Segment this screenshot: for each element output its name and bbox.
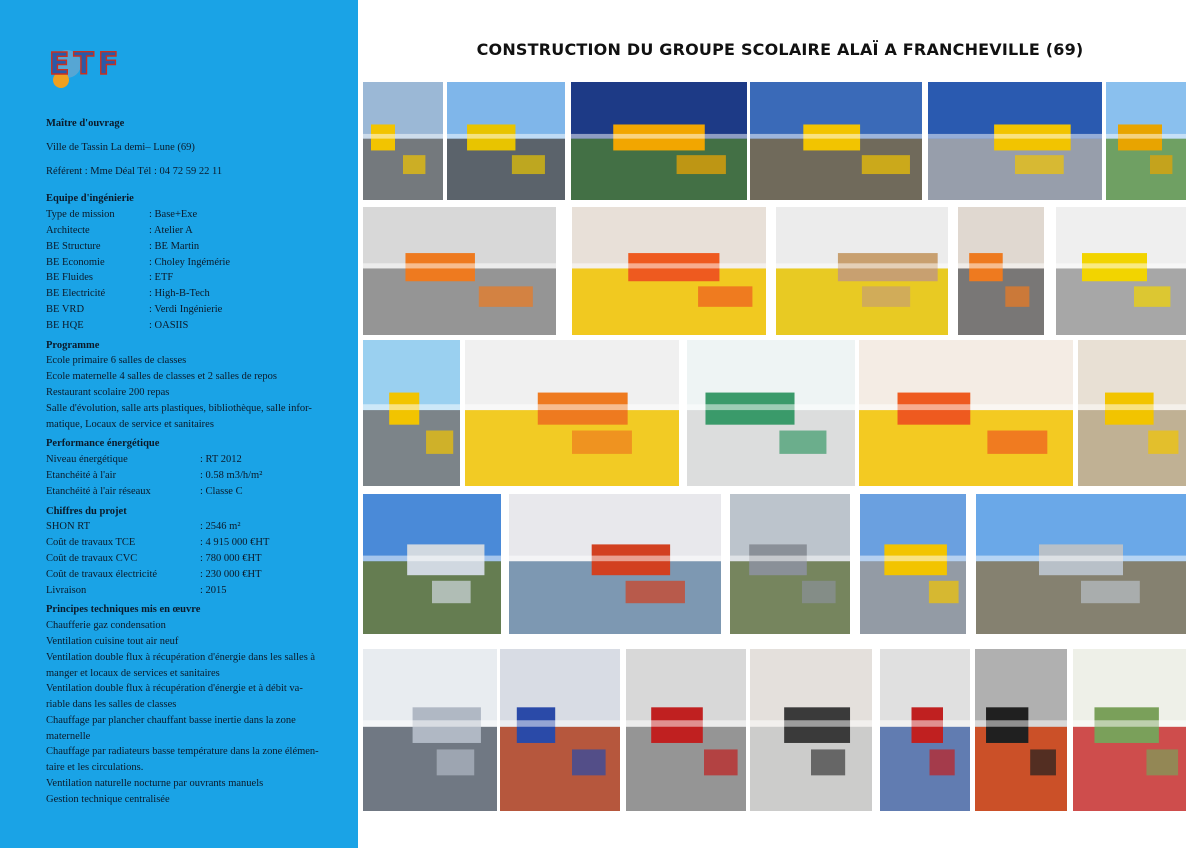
performance-value: : RT 2012 xyxy=(200,454,242,466)
chiffres-heading: Chiffres du projet xyxy=(46,505,127,517)
corridor-interior-icon xyxy=(363,207,556,335)
equipe-table xyxy=(46,207,346,333)
chiffres-value: : 2015 xyxy=(200,584,227,596)
programme-line: Ecole primaire 6 salles de classes xyxy=(46,355,187,367)
courtyard-dusk-icon xyxy=(750,82,922,200)
chiffres-row xyxy=(46,567,346,583)
equipe-row xyxy=(46,255,346,271)
equipe-label: BE Fluides xyxy=(46,272,93,284)
facade-grey-icon xyxy=(730,494,850,634)
programme-line: Restaurant scolaire 200 repas xyxy=(46,386,170,398)
equipe-value: : Atelier A xyxy=(149,224,193,236)
page-title: CONSTRUCTION DU GROUPE SCOLAIRE ALAÏ A FRANCHEVILLE (69) xyxy=(476,40,1084,59)
gym-interior-icon xyxy=(465,340,679,486)
equipe-heading: Equipe d'ingénierie xyxy=(46,193,134,205)
principes-line: Ventilation double flux à récupération d'énergie dans les salles à xyxy=(46,651,316,663)
equipe-label: BE Electricité xyxy=(46,288,106,300)
equipe-value: : ETF xyxy=(149,272,174,284)
chiffres-label: Coût de travaux TCE xyxy=(46,537,136,549)
programme-line: Ecole maternelle 4 salles de classes et 2 salles de repos xyxy=(46,371,277,383)
chiffres-label: Coût de travaux CVC xyxy=(46,552,138,564)
performance-heading: Performance énergétique xyxy=(46,438,160,450)
performance-label: Niveau énergétique xyxy=(46,454,128,466)
equipe-label: BE Economie xyxy=(46,256,105,268)
performance-row xyxy=(46,452,346,468)
equipe-value: : Choley Ingémérie xyxy=(149,256,231,268)
equipe-label: Architecte xyxy=(46,224,90,236)
equipe-label: BE HQE xyxy=(46,319,84,331)
boiler-room-icon xyxy=(500,649,620,811)
performance-row xyxy=(46,484,346,500)
principes-line: Chauffage par radiateurs basse température dans la zone élémen- xyxy=(46,746,319,758)
chiffres-row xyxy=(46,519,346,535)
equipe-label: Type de mission xyxy=(46,209,115,221)
principes-line: Gestion technique centralisée xyxy=(46,793,170,805)
chiffres-value: : 230 000 €HT xyxy=(200,568,262,580)
equipe-label: BE Structure xyxy=(46,240,101,252)
chiffres-label: Coût de travaux électricité xyxy=(46,568,158,580)
equipe-value: : OASIIS xyxy=(149,319,189,331)
chiffres-row xyxy=(46,551,346,567)
facade-yellow-icon xyxy=(1106,82,1186,200)
sanitary-interior-icon xyxy=(1056,207,1186,335)
principes-line: Ventilation cuisine tout air neuf xyxy=(46,635,179,647)
dining-hall-icon xyxy=(859,340,1073,486)
programme-heading: Programme xyxy=(46,339,100,351)
principes-line: riable dans les salles de classes xyxy=(46,699,177,711)
walkway-icon xyxy=(860,494,966,634)
chiffres-label: Livraison xyxy=(46,584,87,596)
green-roof-icon xyxy=(363,494,501,634)
skylight-exterior-icon xyxy=(363,340,460,486)
chiffres-value: : 2546 m² xyxy=(200,521,241,533)
green-roof-icon xyxy=(976,494,1186,634)
corridor-interior-icon xyxy=(1078,340,1186,486)
equipe-label: BE VRD xyxy=(46,303,85,315)
performance-value: : Classe C xyxy=(200,485,243,497)
maitre-heading: Maître d'ouvrage xyxy=(46,118,125,129)
performance-row xyxy=(46,468,346,484)
performance-table xyxy=(46,452,346,499)
programme-line: Salle d'évolution, salle arts plastiques, bibliothèque, salle infor- xyxy=(46,402,312,414)
equipe-row xyxy=(46,270,346,286)
equipe-value: : BE Martin xyxy=(149,240,200,252)
principes-list xyxy=(46,618,346,808)
chiffres-value: : 4 915 000 €HT xyxy=(200,537,270,549)
hall-interior-icon xyxy=(572,207,766,335)
perforated-facade-icon xyxy=(509,494,721,634)
programme-line: matique, Locaux de service et sanitaires xyxy=(46,418,214,430)
equipe-row xyxy=(46,239,346,255)
equipe-row xyxy=(46,207,346,223)
pump-icon xyxy=(880,649,970,811)
pipes-icon xyxy=(975,649,1067,811)
logo-text: ETF xyxy=(49,47,123,82)
corridor-interior-icon xyxy=(958,207,1044,335)
project-details xyxy=(46,112,346,808)
pipes-icon xyxy=(626,649,746,811)
equipe-value: : Verdi Ingénierie xyxy=(149,303,223,315)
principes-line: Ventilation double flux à récupération d'énergie et à débit va- xyxy=(46,683,303,695)
performance-label: Etanchéité à l'air xyxy=(46,469,117,481)
courtyard-dusk-icon xyxy=(571,82,747,200)
equipe-row xyxy=(46,302,346,318)
info-sidebar xyxy=(0,0,358,848)
equipe-row xyxy=(46,223,346,239)
skylight-exterior-icon xyxy=(363,82,443,200)
equipe-value: : High-B-Tech xyxy=(149,288,210,300)
performance-value: : 0.58 m3/h/m² xyxy=(200,469,263,481)
principes-line: Chauffage par plancher chauffant basse inertie dans la zone xyxy=(46,714,296,726)
principes-line: Ventilation naturelle nocturne par ouvrants manuels xyxy=(46,778,264,790)
chiffres-label: SHON RT xyxy=(46,521,90,533)
equipe-row xyxy=(46,318,346,334)
principes-line: manger et locaux de services et sanitaires xyxy=(46,667,220,679)
electrical-panel-icon xyxy=(750,649,872,811)
principes-heading: Principes techniques mis en œuvre xyxy=(46,604,201,616)
maitre-line-1: Ville de Tassin La demi– Lune (69) xyxy=(46,141,195,153)
programme-list xyxy=(46,353,346,432)
playground-exterior-icon xyxy=(447,82,565,200)
performance-label: Etanchéité à l'air réseaux xyxy=(46,485,151,497)
principes-line: maternelle xyxy=(46,730,91,742)
principes-line: Chaufferie gaz condensation xyxy=(46,620,166,632)
maitre-line-2: Référent : Mme Déal Tél : 04 72 59 22 11 xyxy=(46,165,223,177)
equipe-value: : Base+Exe xyxy=(149,209,198,221)
chiffres-table xyxy=(46,519,346,598)
ventilation-unit-icon xyxy=(363,649,497,811)
nap-room-icon xyxy=(687,340,855,486)
classroom-interior-icon xyxy=(776,207,948,335)
site-plan-icon xyxy=(1073,649,1186,811)
etf-logo xyxy=(45,38,155,98)
principes-line: taire et les circulations. xyxy=(46,762,144,774)
equipe-row xyxy=(46,286,346,302)
canopy-dusk-icon xyxy=(928,82,1102,200)
chiffres-row xyxy=(46,583,346,599)
chiffres-row xyxy=(46,535,346,551)
chiffres-value: : 780 000 €HT xyxy=(200,552,262,564)
